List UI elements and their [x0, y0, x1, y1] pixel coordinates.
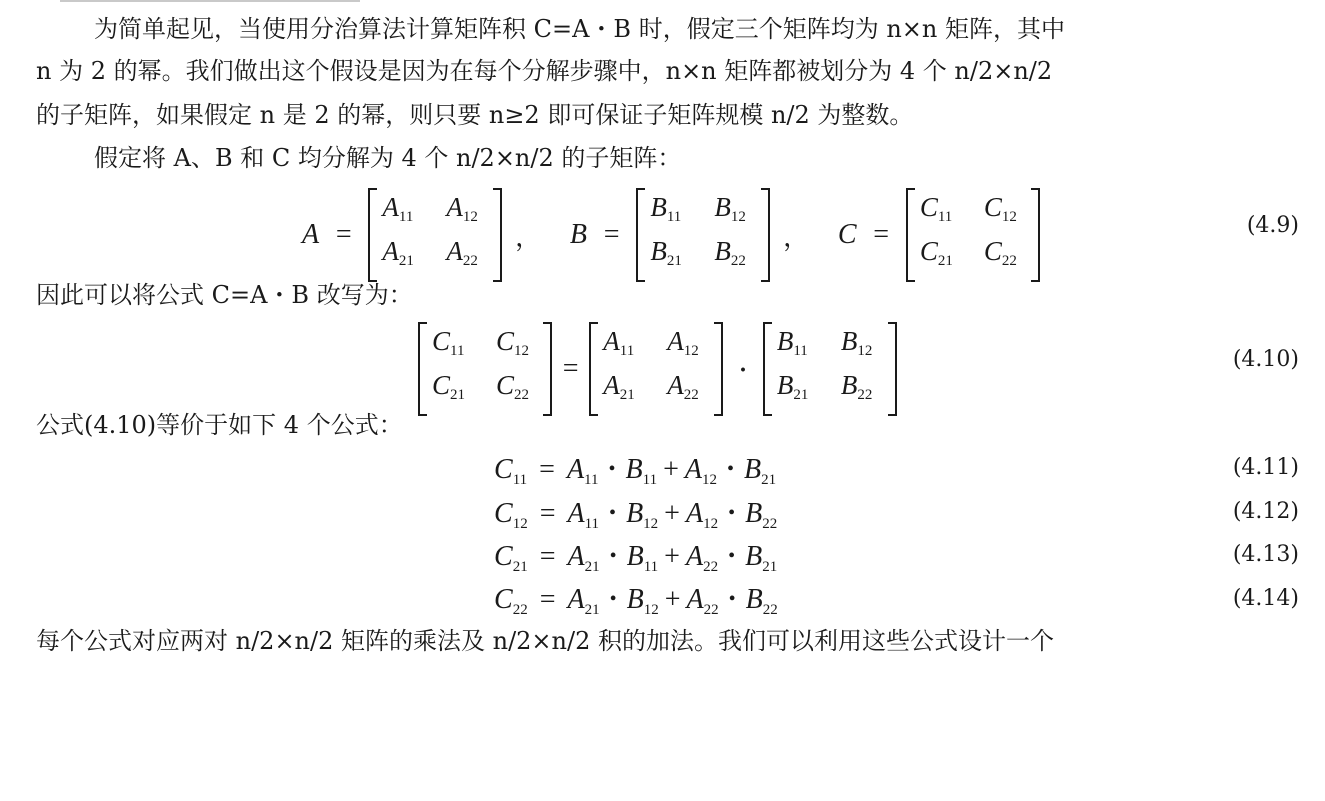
top-rule: [60, 0, 360, 5]
matrix-cell: $A_{22}$: [446, 236, 478, 269]
paragraph-1-line-1: 为简单起见，当使用分治算法计算矩阵积 C=A・B 时，假定三个矩阵均为 n×n 矩阵，其中: [94, 15, 1065, 43]
matrix-cell: $B_{12}$: [840, 326, 873, 359]
comma: ，: [515, 222, 542, 253]
equation-4-12: $C_{12} = A_{11}$ • $B_{12} + A_{12}$ • $B_{22}$: [494, 498, 778, 532]
matrix-cell: $A_{11}$: [603, 326, 635, 359]
equation-number-4-12: (4.12): [1232, 499, 1299, 524]
paragraph-1-line-3: 的子矩阵，如果假定 n 是 2 的幂，则只要 n≥2 即可保证子矩阵规模 n/2 为整数。: [36, 101, 914, 129]
equation-4-9: [302, 188, 1040, 282]
equation-4-14: $C_{22} = A_{21}$ • $B_{12} + A_{22}$ • $B_{22}$: [494, 584, 778, 618]
matrix-cell: $B_{11}$: [650, 192, 682, 225]
matrix-cell: $B_{11}$: [776, 326, 808, 359]
matrix-cell: $B_{21}$: [776, 370, 809, 403]
matrix-cell: $C_{22}$: [983, 236, 1017, 269]
equation-4-11: $C_{11} = A_{11}$ • $B_{11} + A_{12}$ • $B_{21}$: [494, 454, 777, 488]
multiply-dot: ・: [732, 357, 755, 383]
paragraph-3-line-1: 因此可以将公式 C=A・B 改写为：: [36, 281, 413, 309]
matrix-cell: $A_{12}$: [446, 192, 478, 225]
equals-sign: =: [603, 219, 620, 250]
matrix-cell: $A_{21}$: [603, 370, 635, 403]
matrix-cell: $C_{21}$: [432, 370, 466, 403]
matrix-cell: $A_{11}$: [382, 192, 414, 225]
paragraph-2-line-1: 假定将 A、B 和 C 均分解为 4 个 n/2×n/2 的子矩阵：: [94, 144, 682, 172]
paragraph-1-line-2: n 为 2 的幂。我们做出这个假设是因为在每个分解步骤中，n×n 矩阵都被划分为 4 个 n/2×n/2: [36, 57, 1053, 85]
matrix-cell: $A_{22}$: [667, 370, 699, 403]
matrix-label-c: C: [837, 219, 857, 250]
matrix-cell: $B_{22}$: [840, 370, 873, 403]
equation-number-4-11: (4.11): [1232, 455, 1299, 480]
matrix-cell: $C_{11}$: [919, 192, 953, 225]
matrix-cell: $A_{12}$: [667, 326, 699, 359]
matrix-cell: $B_{12}$: [714, 192, 746, 225]
paragraph-5-line-1: 每个公式对应两对 n/2×n/2 矩阵的乘法及 n/2×n/2 积的加法。我们可以利用这些公式设计一个: [36, 627, 1054, 655]
equation-number-4-14: (4.14): [1232, 586, 1299, 611]
equation-number-4-9: (4.9): [1246, 213, 1299, 238]
matrix-cell: $C_{22}$: [496, 370, 530, 403]
matrix-cell: $C_{12}$: [496, 326, 530, 359]
equals-sign: =: [562, 353, 579, 384]
matrix-c: [906, 188, 1040, 282]
equation-4-13: $C_{21} = A_{21}$ • $B_{11} + A_{22}$ • $B_{21}$: [494, 541, 778, 575]
comma: ，: [783, 222, 810, 253]
matrix-cell: $B_{22}$: [714, 236, 746, 269]
matrix-cell: $B_{21}$: [650, 236, 682, 269]
matrix-cell: $C_{11}$: [432, 326, 465, 359]
matrix-cell: $C_{12}$: [983, 192, 1017, 225]
matrix-a: [589, 322, 723, 416]
equals-sign: =: [873, 219, 890, 250]
matrix-label-b: B: [569, 219, 588, 250]
matrix-c: [418, 322, 552, 416]
equation-number-4-13: (4.13): [1232, 542, 1299, 567]
matrix-cell: $A_{21}$: [382, 236, 414, 269]
matrix-b: [763, 322, 897, 416]
equation-number-4-10: (4.10): [1232, 347, 1299, 372]
paragraph-4-line-1: 公式(4.10)等价于如下 4 个公式：: [36, 411, 403, 439]
equation-4-10: [418, 322, 897, 416]
matrix-b: [636, 188, 770, 282]
matrix-label-a: A: [302, 219, 320, 250]
matrix-a: [368, 188, 502, 282]
equals-sign: =: [335, 219, 352, 250]
matrix-cell: $C_{21}$: [919, 236, 953, 269]
